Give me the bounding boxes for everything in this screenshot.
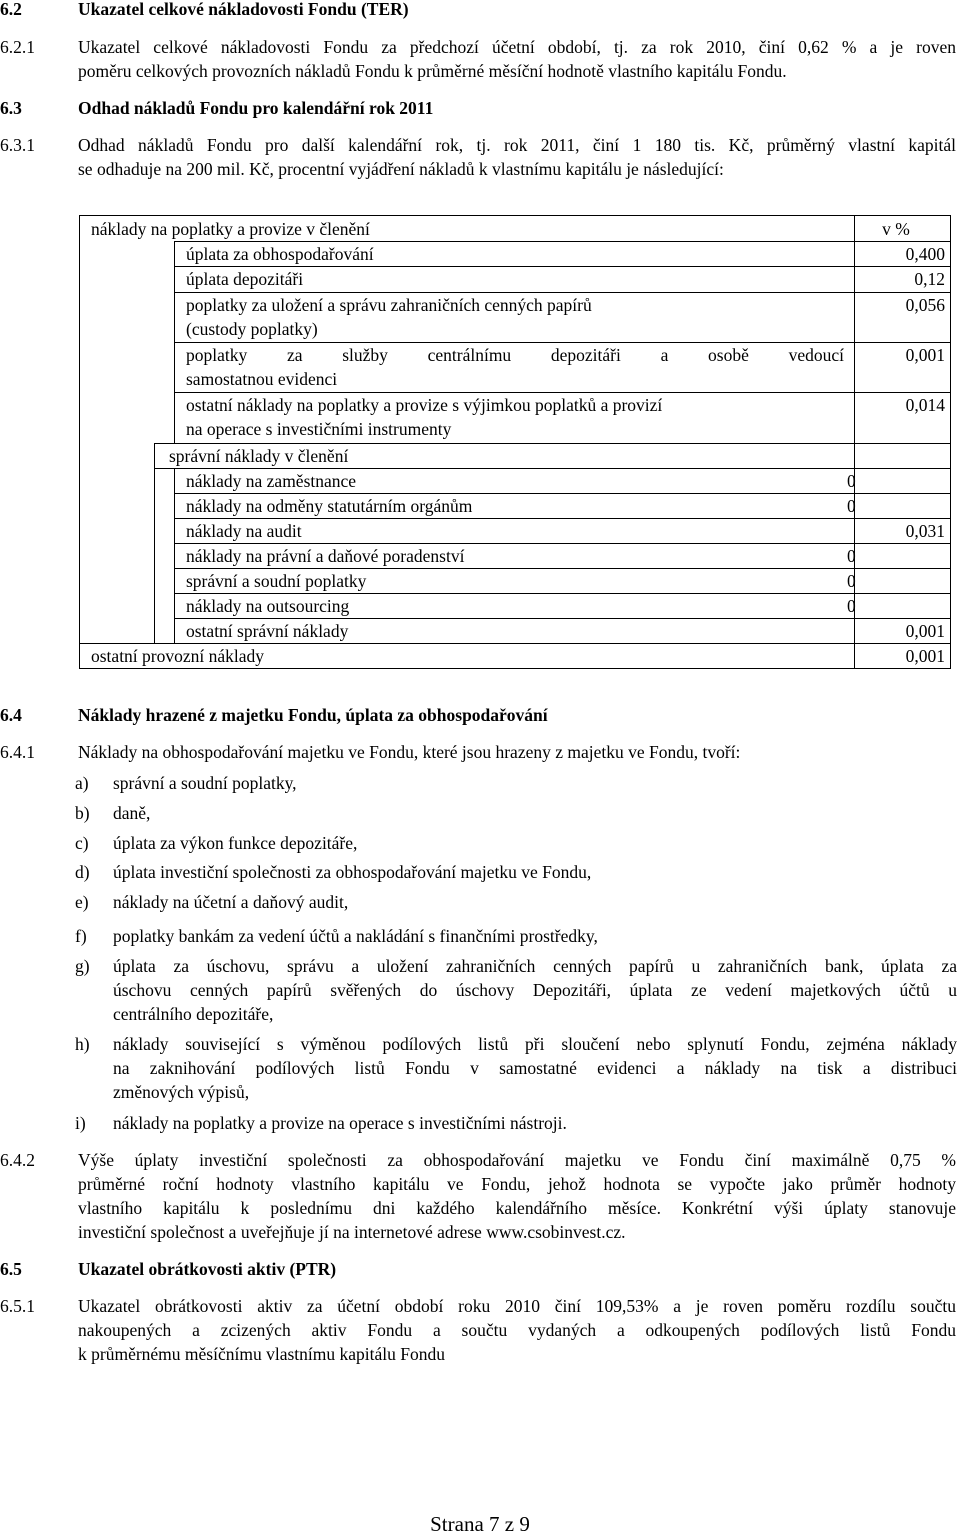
table-row-value: 0,014	[905, 395, 945, 415]
paragraph-line: Výše úplaty investiční společnosti za obhospodařování majetku ve Fondu činí maximálně 0,75 %	[78, 1150, 956, 1170]
list-item-letter: d)	[75, 862, 90, 882]
list-item-letter: h)	[75, 1034, 90, 1054]
list-item-text: na zaknihování podílových listů Fondu v samostatné evidenci a náklady na tisk a distribuci	[113, 1058, 957, 1078]
section-number: 6.5	[0, 1259, 22, 1279]
table-row-label: náklady na právní a daňové poradenství	[186, 546, 465, 566]
section-number: 6.2	[0, 0, 22, 19]
table-row-label: poplatky za služby centrálnímu depozitáři a osobě vedoucí	[186, 345, 844, 365]
list-item-letter: b)	[75, 803, 90, 823]
table-row-value: 0,400	[905, 244, 945, 264]
list-item-text: úschovu cenných papírů svěřených do úschovy Depozitáři, úplata ze vedení majetkových účtů u	[113, 980, 957, 1000]
paragraph-number: 6.5.1	[0, 1296, 35, 1316]
table-subheader-label: správní náklady v členění	[169, 446, 349, 466]
table-row-label: na operace s investičními instrumenty	[186, 419, 452, 439]
paragraph-number: 6.4.1	[0, 742, 35, 762]
list-item-text: náklady na účetní a daňový audit,	[113, 892, 349, 912]
table-header-label: náklady na poplatky a provize v členění	[91, 219, 370, 239]
section-number: 6.4	[0, 705, 22, 725]
table-row-value: 0	[847, 496, 856, 516]
table-row-label: správní a soudní poplatky	[186, 571, 367, 591]
section-heading: Ukazatel celkové nákladovosti Fondu (TER)	[78, 0, 409, 19]
paragraph-line: Náklady na obhospodařování majetku ve Fondu, které jsou hrazeny z majetku ve Fondu, tvoří:	[78, 742, 741, 762]
paragraph-line: průměrné roční hodnoty vlastního kapitálu ve Fondu, jehož hodnota se vypočte jako průměr hodnoty	[78, 1174, 956, 1194]
list-item-letter: a)	[75, 773, 89, 793]
table-row-label: poplatky za uložení a správu zahraničních cenných papírů	[186, 295, 592, 315]
table-row-label: náklady na audit	[186, 521, 302, 541]
list-item-text: náklady na poplatky a provize na operace s investičními nástroji.	[113, 1113, 567, 1133]
paragraph-line: Odhad nákladů Fondu pro další kalendářní rok, tj. rok 2011, činí 1 180 tis. Kč, průměrný vlastní kapitál	[78, 135, 956, 155]
table-row-value: 0,001	[905, 646, 945, 666]
table-row-label: ostatní náklady na poplatky a provize s výjimkou poplatků a provizí	[186, 395, 663, 415]
table-row-value: 0	[847, 596, 856, 616]
list-item-text: daně,	[113, 803, 151, 823]
paragraph-line: poměru celkových provozních nákladů Fondu k průměrné měsíční hodnotě vlastního kapitálu Fondu.	[78, 61, 787, 81]
table-row-value: 0,12	[914, 269, 945, 289]
paragraph-number: 6.4.2	[0, 1150, 35, 1170]
list-item-letter: f)	[75, 926, 87, 946]
list-item-text: správní a soudní poplatky,	[113, 773, 297, 793]
section-number: 6.3	[0, 98, 22, 118]
table-row-label: úplata depozitáři	[186, 269, 304, 289]
paragraph-line: Ukazatel celkové nákladovosti Fondu za předchozí účetní období, tj. za rok 2010, činí 0,62 % a je roven	[78, 37, 956, 57]
section-heading: Náklady hrazené z majetku Fondu, úplata za obhospodařování	[78, 705, 548, 725]
list-item-letter: c)	[75, 833, 89, 853]
table-row-value: 0,056	[905, 295, 945, 315]
list-item-letter: g)	[75, 956, 90, 976]
table-row-label: úplata za obhospodařování	[186, 244, 374, 264]
paragraph-line: nakoupených a zcizených aktiv Fondu a součtu vydaných a odkoupených podílových listů Fondu	[78, 1320, 956, 1340]
table-row-label: náklady na outsourcing	[186, 596, 350, 616]
list-item-text: centrálního depozitáře,	[113, 1004, 274, 1024]
page-number: Strana 7 z 9	[430, 1512, 530, 1536]
table-row-label: samostatnou evidenci	[186, 369, 338, 389]
list-item-letter: i)	[75, 1113, 86, 1133]
table-row-value: 0,001	[905, 345, 945, 365]
list-item-letter: e)	[75, 892, 89, 912]
table-row-value: 0,001	[905, 621, 945, 641]
paragraph-number: 6.2.1	[0, 37, 35, 57]
table-row-value: 0	[847, 546, 856, 566]
paragraph-line: Ukazatel obrátkovosti aktiv za účetní období roku 2010 činí 109,53% a je roven poměru rozdílu součtu	[78, 1296, 956, 1316]
table-row-label: (custody poplatky)	[186, 319, 318, 339]
paragraph-number: 6.3.1	[0, 135, 35, 155]
section-heading: Odhad nákladů Fondu pro kalendářní rok 2011	[78, 98, 434, 118]
paragraph-line: k průměrnému měsíčnímu vlastnímu kapitálu Fondu	[78, 1344, 445, 1364]
table-row-value: 0,031	[905, 521, 945, 541]
list-item-text: úplata investiční společnosti za obhospodařování majetku ve Fondu,	[113, 862, 592, 882]
cost-table	[79, 215, 951, 669]
list-item-text: změnových výpisů,	[113, 1082, 250, 1102]
section-heading: Ukazatel obrátkovosti aktiv (PTR)	[78, 1259, 337, 1279]
table-header-unit: v %	[882, 219, 910, 239]
table-row-value: 0	[847, 571, 856, 591]
list-item-text: úplata za úschovu, správu a uložení zahraničních cenných papírů u zahraničních bank, úplata za	[113, 956, 957, 976]
list-item-text: poplatky bankám za vedení účtů a nakládání s finančními prostředky,	[113, 926, 598, 946]
list-item-text: náklady související s výměnou podílových listů při sloučení nebo splynutí Fondu, zejména náklady	[113, 1034, 957, 1054]
paragraph-line: investiční společnost a uveřejňuje jí na internetové adrese www.csobinvest.cz.	[78, 1222, 626, 1242]
list-item-text: úplata za výkon funkce depozitáře,	[113, 833, 358, 853]
table-row-value: 0	[847, 471, 856, 491]
table-row-label: náklady na zaměstnance	[186, 471, 357, 491]
table-row-label: ostatní správní náklady	[186, 621, 349, 641]
paragraph-line: vlastního kapitálu k poslednímu dni každého kalendářního měsíce. Konkrétní výši úplaty stanovuje	[78, 1198, 956, 1218]
table-row-label: náklady na odměny statutárním orgánům	[186, 496, 473, 516]
paragraph-line: se odhaduje na 200 mil. Kč, procentní vyjádření nákladů k vlastnímu kapitálu je následující:	[78, 159, 724, 179]
table-row-label: ostatní provozní náklady	[91, 646, 265, 666]
